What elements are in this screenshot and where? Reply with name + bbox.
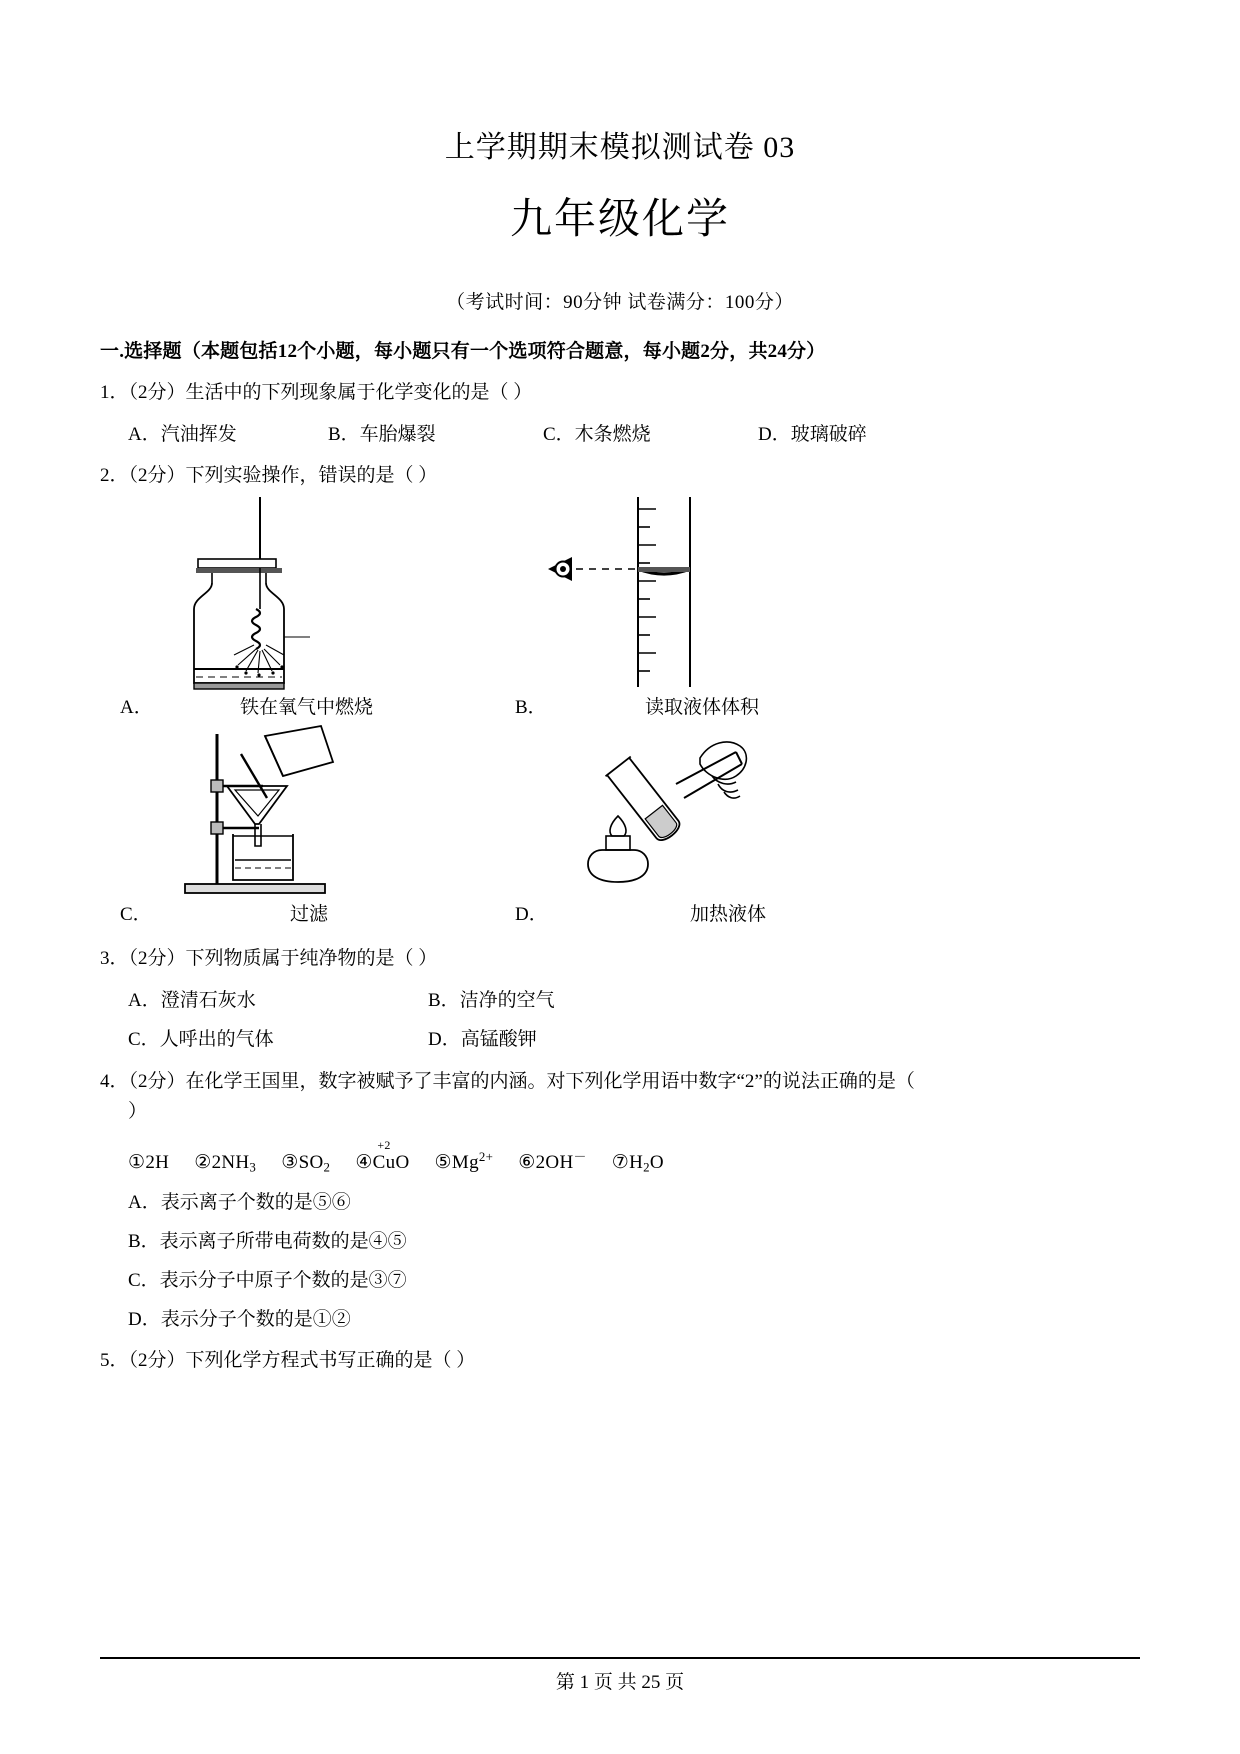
formula-1: ①2H bbox=[128, 1151, 170, 1173]
option-2-d-text[interactable]: 加热液体 bbox=[690, 903, 767, 925]
section-heading-choice: 一.选择题（本题包括12个小题，每小题只有一个选项符合题意，每小题2分，共24分） bbox=[100, 340, 826, 362]
formula-2: $②2NH_3$ bbox=[194, 1151, 257, 1175]
question-2-stem: 2．（2分）下列实验操作，错误的是（ ） bbox=[100, 465, 438, 486]
option-3-a[interactable]: A．澄清石灰水 bbox=[128, 990, 256, 1011]
option-4-b[interactable]: B．表示离子所带电荷数的是④⑤ bbox=[128, 1231, 407, 1253]
question-3-stem: 3．（2分）下列物质属于纯净物的是（ ） bbox=[100, 947, 438, 969]
figure-filtration bbox=[155, 724, 375, 899]
eye-icon bbox=[548, 557, 572, 581]
question-4-stem bbox=[100, 1051, 1140, 1128]
question-4-formula-list bbox=[100, 1128, 1140, 1176]
formula-7: $⑦H_2O$ bbox=[611, 1151, 664, 1175]
question-4-stem-text: 4．（2分）在化学王国里，数字被赋予了丰富的内涵。对下列化学用语中数字“2”的说法正确的是（ bbox=[100, 1071, 915, 1092]
option-2-d-label: D． bbox=[515, 903, 548, 925]
option-3-d[interactable]: D．高锰酸钾 bbox=[428, 1029, 537, 1050]
page-number: 第 1 页 共 25 页 bbox=[555, 1672, 685, 1693]
option-1-b[interactable]: B．车胎爆裂 bbox=[328, 424, 436, 445]
option-2-b-text[interactable]: 读取液体体积 bbox=[645, 696, 760, 718]
option-2-a-text[interactable]: 铁在氧气中燃烧 bbox=[240, 696, 374, 718]
question-1-stem: 1．（2分）生活中的下列现象属于化学变化的是（ ） bbox=[100, 381, 533, 403]
formula-4: ④ +2 CuO bbox=[355, 1137, 410, 1173]
figure-heating-liquid bbox=[550, 724, 780, 899]
option-3-c[interactable]: C．人呼出的气体 bbox=[128, 1029, 274, 1050]
option-1-c[interactable]: C．木条燃烧 bbox=[543, 424, 651, 445]
question-2-captions-row-2 bbox=[100, 899, 1140, 929]
option-1-a[interactable]: A．汽油挥发 bbox=[128, 424, 237, 445]
option-2-c-label: C． bbox=[120, 903, 152, 925]
figure-iron-in-oxygen bbox=[160, 497, 350, 692]
option-4-d[interactable]: D．表示分子个数的是①② bbox=[128, 1309, 351, 1331]
subject-title: 九年级化学 bbox=[509, 197, 730, 243]
question-2-figures-row-1 bbox=[100, 497, 1140, 692]
page-title: 上学期期末模拟测试卷 03 bbox=[444, 131, 796, 164]
exam-meta: （考试时间：90分钟 试卷满分：100分） bbox=[446, 291, 794, 313]
formula-5: $⑤Mg^{2+}$ bbox=[434, 1148, 494, 1173]
question-3-options-row-2 bbox=[100, 1012, 1140, 1051]
option-4-c[interactable]: C．表示分子中原子个数的是③⑦ bbox=[128, 1270, 407, 1292]
question-3-options-row-1 bbox=[100, 973, 1140, 1012]
option-2-a-label: A． bbox=[120, 696, 153, 718]
figure-read-liquid-volume bbox=[530, 497, 760, 692]
option-2-b-label: B． bbox=[515, 696, 547, 718]
option-4-a[interactable]: A．表示离子个数的是⑤⑥ bbox=[128, 1192, 351, 1214]
page-footer bbox=[0, 1657, 1240, 1694]
formula-6: ⑥2OH－ bbox=[518, 1148, 587, 1173]
question-5-stem: 5．（2分）下列化学方程式书写正确的是（ ） bbox=[100, 1350, 476, 1372]
option-2-c-text[interactable]: 过滤 bbox=[290, 903, 329, 925]
question-2-figures-row-2 bbox=[100, 724, 1140, 899]
option-3-b[interactable]: B．洁净的空气 bbox=[428, 990, 555, 1011]
question-2-captions-row-1 bbox=[100, 692, 1140, 722]
footer-divider bbox=[100, 1657, 1140, 1659]
question-1-options bbox=[100, 407, 1140, 446]
question-4-stem-cont: ） bbox=[128, 1101, 148, 1123]
formula-3: $③SO_2$ bbox=[281, 1151, 331, 1175]
option-1-d[interactable]: D．玻璃破碎 bbox=[758, 424, 867, 445]
